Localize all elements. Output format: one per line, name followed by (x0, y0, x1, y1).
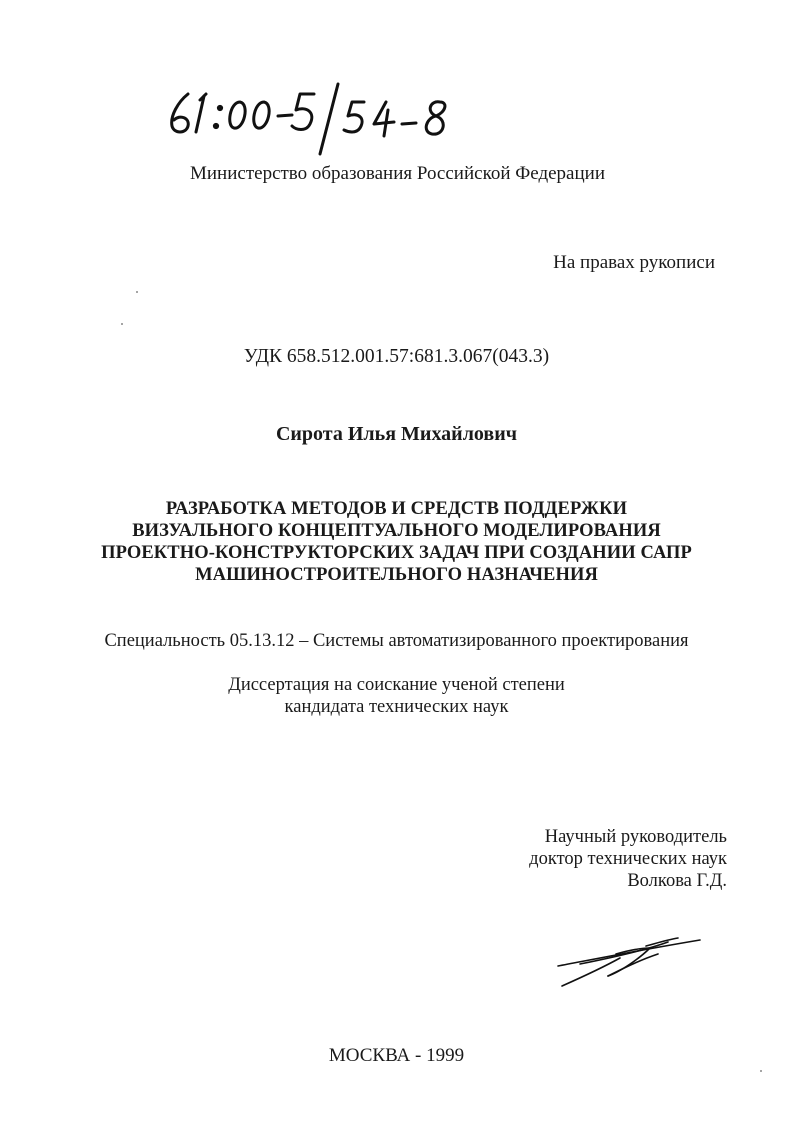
scan-speck (760, 1070, 762, 1072)
dissertation-title (0, 498, 793, 586)
specialty-line: Специальность 05.13.12 – Системы автоматизированного проектирования (104, 631, 689, 651)
scan-speck (136, 291, 138, 293)
supervisor-degree: доктор технических наук (529, 849, 727, 869)
scan-speck (121, 323, 123, 325)
degree-line: Диссертация на соискание ученой степени (228, 675, 565, 695)
ministry-heading: Министерство образования Российской Федерации (190, 163, 605, 184)
title-line: ПРОЕКТНО-КОНСТРУКТОРСКИХ ЗАДАЧ ПРИ СОЗДАНИИ САПР (101, 543, 692, 563)
title-line: ВИЗУАЛЬНОГО КОНЦЕПТУАЛЬНОГО МОДЕЛИРОВАНИЯ (132, 521, 661, 541)
supervisor-signature (550, 928, 710, 994)
manuscript-rights-note: На правах рукописи (553, 252, 715, 273)
supervisor-name: Волкова Г.Д. (627, 871, 727, 891)
supervisor-role: Научный руководитель (544, 827, 727, 847)
udk-code: УДК 658.512.001.57:681.3.067(043.3) (243, 346, 550, 367)
city-year: МОСКВА - 1999 (328, 1045, 465, 1066)
supervisor-block (529, 826, 727, 892)
author-name: Сирота Илья Михайлович (275, 423, 518, 445)
degree-statement (0, 674, 793, 718)
title-line: РАЗРАБОТКА МЕТОДОВ И СРЕДСТВ ПОДДЕРЖКИ (165, 499, 628, 519)
handwritten-archive-code (160, 80, 480, 160)
title-line: МАШИНОСТРОИТЕЛЬНОГО НАЗНАЧЕНИЯ (195, 565, 598, 585)
degree-line: кандидата технических наук (284, 697, 509, 717)
